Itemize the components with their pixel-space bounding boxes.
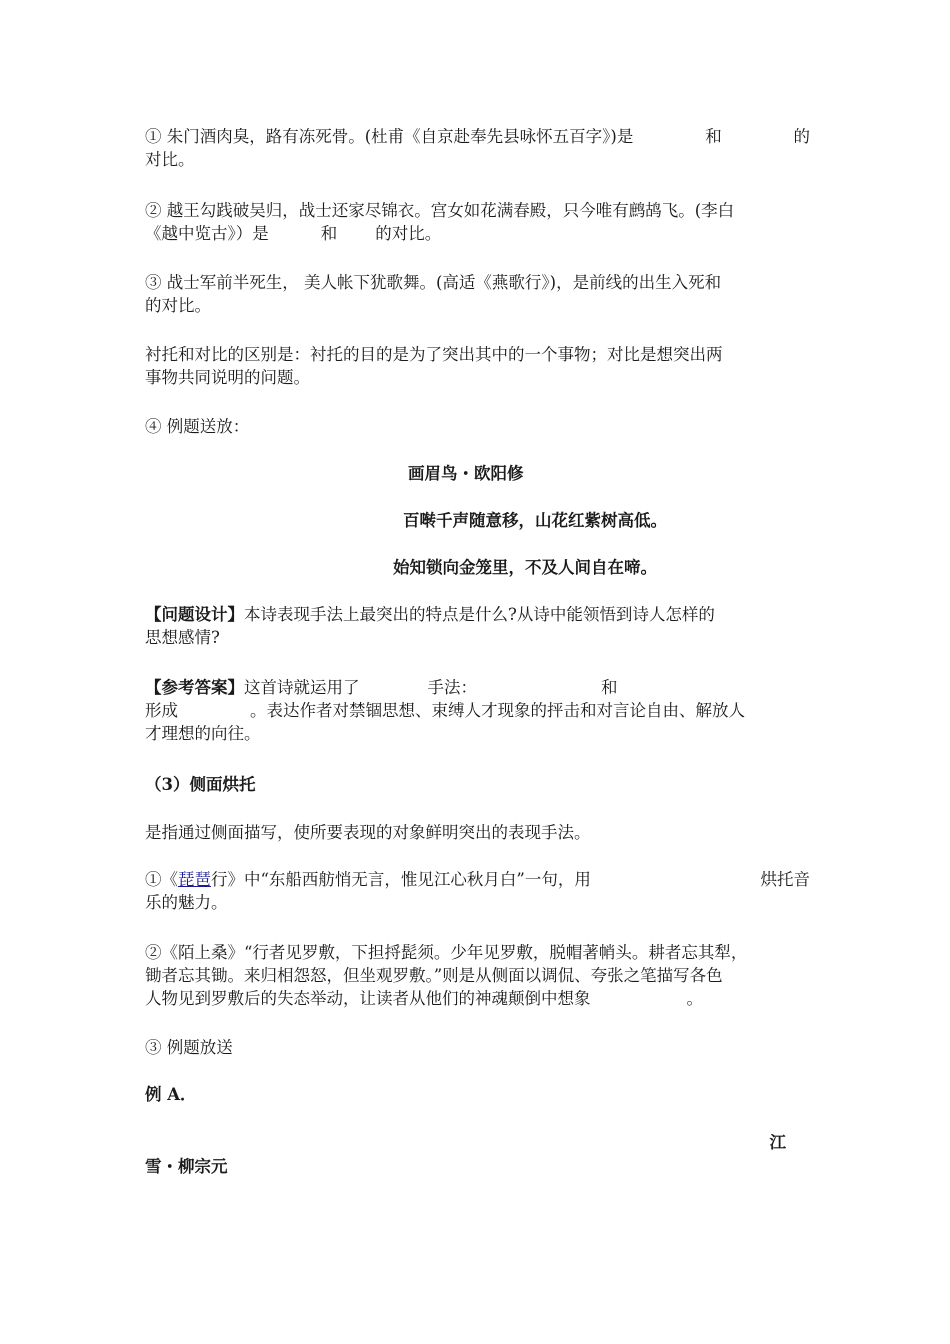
- paragraph-line: 是指通过侧面描写，使所要表现的对象鲜明突出的表现手法。: [145, 823, 591, 842]
- text-segment: 和: [705, 127, 722, 146]
- text-segment: 行》中“东船西舫悄无言，惟见江心秋月白”一句，用: [211, 870, 591, 889]
- reference-answer: [145, 676, 810, 745]
- poem-line: [145, 556, 810, 579]
- poem-line: [145, 509, 810, 532]
- text-segment: 和: [601, 678, 618, 697]
- paragraph-line: 衬托和对比的区别是：衬托的目的是为了突出其中的一个事物；对比是想突出两: [145, 345, 723, 364]
- poem-title-text: 画眉鸟・欧阳修: [408, 464, 524, 483]
- poem-title-text: 雪・柳宗元: [145, 1157, 228, 1176]
- text-segment: ①《: [145, 870, 178, 889]
- poem-line-text: 始知锁向金笼里，不及人间自在啼。: [393, 558, 657, 577]
- section-heading: [145, 773, 810, 796]
- paragraph-line: 才理想的向往。: [145, 724, 261, 743]
- text-segment: 的: [793, 127, 810, 146]
- paragraph-line: [145, 125, 810, 148]
- poem-line-text: 百啭千声随意移，山花红紫树高低。: [403, 511, 667, 530]
- paragraph-line: 思想感情?: [145, 628, 220, 647]
- text-segment: [145, 868, 591, 891]
- paragraph-line: 锄者忘其锄。来归相怨怒，但坐观罗敷。”则是从侧面以调侃、夸张之笔描写各色: [145, 966, 723, 985]
- poem-title: [145, 462, 810, 485]
- poem-title: [145, 1131, 810, 1178]
- text-segment: 的对比。: [375, 224, 442, 243]
- poem-title-text: 江: [769, 1133, 786, 1152]
- text-segment: 《越中览古》）是: [145, 224, 269, 243]
- question-design: [145, 603, 810, 649]
- paragraph-line: ③ 战士军前半死生， 美人帐下犹歌舞。(高适《燕歌行》)，是前线的出生入死和: [145, 273, 722, 292]
- text-segment: 。: [686, 989, 703, 1008]
- paragraph-line: [145, 222, 810, 245]
- answer-label: 【参考答案】: [145, 678, 244, 697]
- example-a-label: [145, 1083, 810, 1106]
- text-segment: 形成: [145, 701, 178, 720]
- paragraph-line: [145, 699, 810, 722]
- question-label: 【问题设计】: [145, 605, 244, 624]
- paragraph-line: 的对比。: [145, 296, 211, 315]
- paragraph-line: ② 越王勾践破吴归，战士还家尽锦衣。宫女如花满春殿，只今唯有鹧鸪飞。(李白: [145, 201, 735, 220]
- pipa-link[interactable]: 琵琶: [178, 870, 211, 889]
- text-segment: 和: [320, 224, 338, 243]
- text-segment: 这首诗就运用了: [244, 678, 360, 697]
- paragraph-contrast-3: [145, 271, 810, 317]
- text-segment: 手法：: [427, 678, 477, 697]
- text-segment: 人物见到罗敷后的失态举动，让读者从他们的神魂颠倒中想象: [145, 989, 591, 1008]
- paragraph-line: 乐的魅力。: [145, 893, 228, 912]
- example-heading: [145, 1036, 810, 1059]
- paragraph-line: 对比。: [145, 150, 195, 169]
- paragraph-difference: [145, 343, 810, 389]
- paragraph-contrast-2: [145, 199, 810, 245]
- side-foil-example-2: [145, 941, 810, 1010]
- paragraph-line: 事物共同说明的问题。: [145, 368, 310, 387]
- paragraph-line: [145, 868, 810, 891]
- paragraph-line: 例 A．: [145, 1085, 197, 1104]
- text-segment: ① 朱门酒肉臭，路有冻死骨。(杜甫《自京赴奉先县咏怀五百字》)是: [145, 127, 634, 146]
- paragraph-line: ④ 例题送放：: [145, 417, 250, 436]
- side-foil-example-1: [145, 868, 810, 914]
- text-segment: 本诗表现手法上最突出的特点是什么?从诗中能领悟到诗人怎样的: [244, 605, 715, 624]
- section-definition: [145, 821, 810, 844]
- paragraph-line: ③ 例题放送: [145, 1038, 233, 1057]
- text-segment: 烘托音: [760, 870, 810, 889]
- section-heading-text: （3）侧面烘托: [145, 775, 256, 794]
- paragraph-line: [145, 676, 810, 699]
- example-heading: [145, 415, 810, 438]
- paragraph-line: ②《陌上桑》“行者见罗敷，下担捋髭须。少年见罗敷，脱帽著帩头。耕者忘其犁，: [145, 943, 748, 962]
- paragraph-line: [145, 987, 810, 1010]
- paragraph-line: [145, 603, 810, 626]
- text-segment: 。表达作者对禁锢思想、束缚人才现象的抨击和对言论自由、解放人: [250, 701, 745, 720]
- paragraph-contrast-1: [145, 125, 810, 171]
